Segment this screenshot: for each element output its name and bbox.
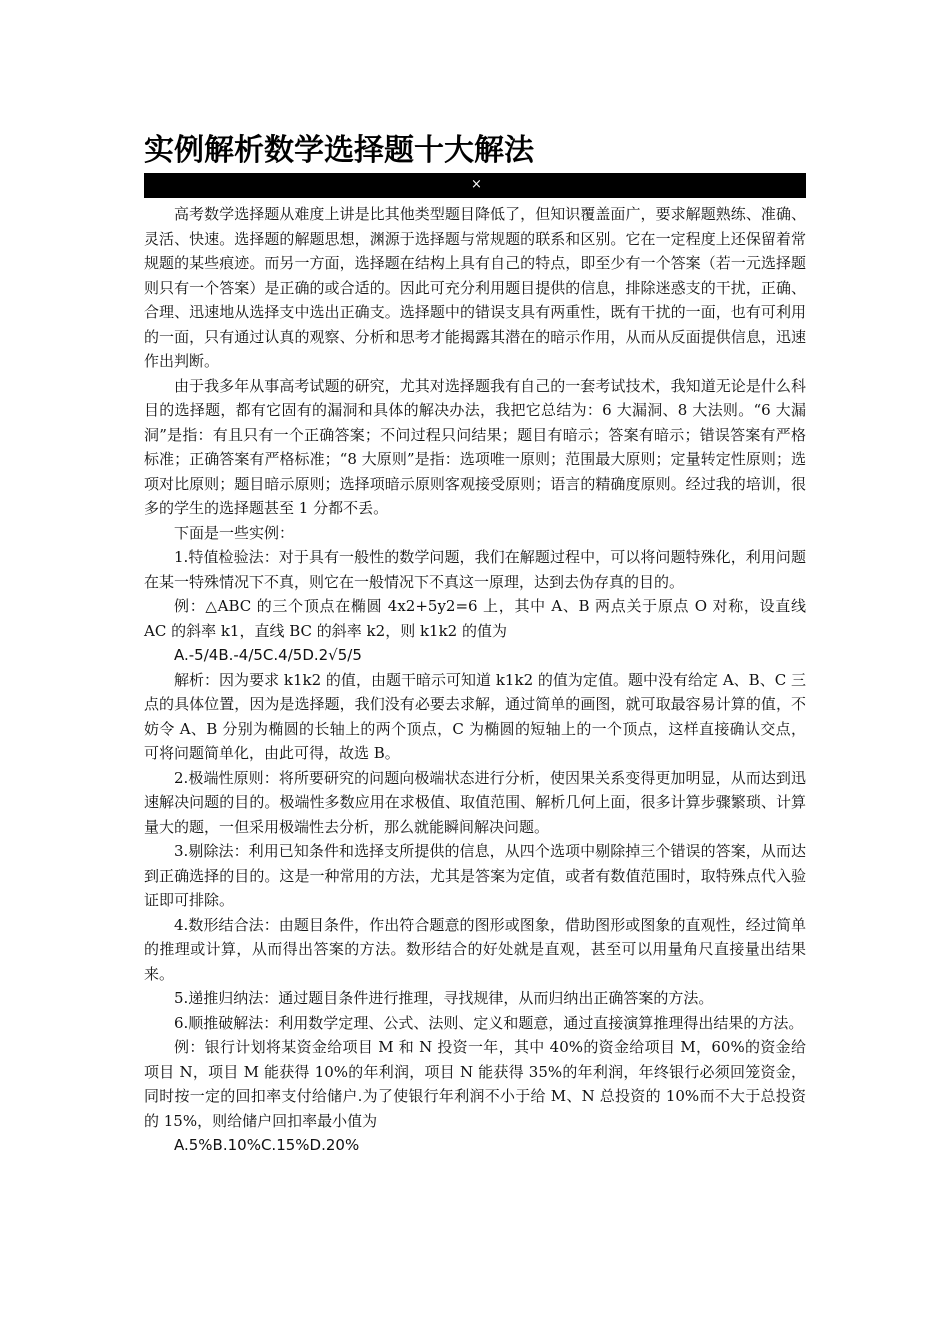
paragraph-method-4: 4.数形结合法：由题目条件，作出符合题意的图形或图象，借助图形或图象的直观性，经过简单的推理或计算，从而得出答案的方法。数形结合的好处就是直观，甚至可以用量角尺直接量出结果来。 [144,915,806,983]
paragraph-background: 由于我多年从事高考试题的研究，尤其对选择题我有自己的一套考试技术，我知道无论是什么科目的选择题，都有它固有的漏洞和具体的解决办法，我把它总结为：6 大漏洞、8 大法则。“6 大漏洞”是指：有且只有一个正确答案；不问过程只问结果；题目有暗示；答案有暗示；错误答案有严格标准；正确答案有严格标准；“8 大原则”是指：选项唯一原则；范围最大原则；定量转定性原则；选项对比原则；题目暗示原则；选择项暗示原则客观接受原则；语言的精确度原则。经过我的培训，很多的学生的选择题甚至 1 分都不丢。 [144,376,806,517]
paragraph-analysis-1: 解析：因为要求 k1k2 的值，由题干暗示可知道 k1k2 的值为定值。题中没有给定 A、B、C 三点的具体位置，因为是选择题，我们没有必要去求解，通过简单的画图，就可取最容易计算的值，不妨令 A、B 分别为椭圆的长轴上的两个顶点，C 为椭圆的短轴上的一个顶点，这样直接确认交点，可将问题简单化，由此可得，故选 B。 [144,670,806,762]
article-body [144,202,806,1158]
paragraph-example-1: 例：△ABC 的三个顶点在椭圆 4x2+5y2=6 上，其中 A、B 两点关于原点 O 对称，设直线 AC 的斜率 k1，直线 BC 的斜率 k2，则 k1k2 的值为 [144,597,806,640]
paragraph-method-6: 6.顺推破解法：利用数学定理、公式、法则、定义和题意，通过直接演算推理得出结果的方法。 [174,1013,804,1032]
close-icon[interactable]: × [471,177,482,192]
document-page [144,132,806,1158]
paragraph-examples-heading: 下面是一些实例： [174,523,295,542]
document-title: 实例解析数学选择题十大解法 [144,133,534,168]
paragraph-method-1: 1.特值检验法：对于具有一般性的数学问题，我们在解题过程中，可以将问题特殊化，利用问题在某一特殊情况下不真，则它在一般情况下不真这一原理，达到去伪存真的目的。 [144,548,806,591]
paragraph-method-3: 3.剔除法：利用已知条件和选择支所提供的信息，从四个选项中剔除掉三个错误的答案，从而达到正确选择的目的。这是一种常用的方法，尤其是答案为定值，或者有数值范围时，取特殊点代入验证即可排除。 [144,842,806,909]
paragraph-example-2: 例：银行计划将某资金给项目 M 和 N 投资一年，其中 40%的资金给项目 M，60%的资金给项目 N，项目 M 能获得 10%的年利润，项目 N 能获得 35%的年利润，年终银行必须回笼资金，同时按一定的回扣率支付给储户.为了使银行年利润不小于给 M、N 总投资的 10%而不大于总投资的 15%，则给储户回扣率最小值为 [144,1038,806,1130]
paragraph-intro: 高考数学选择题从难度上讲是比其他类型题目降低了，但知识覆盖面广，要求解题熟练、准确、灵活、快速。选择题的解题思想，渊源于选择题与常规题的联系和区别。它在一定程度上还保留着常规题的某些痕迹。而另一方面，选择题在结构上具有自己的特点，即至少有一个答案（若一元选择题则只有一个答案）是正确的或合适的。因此可充分利用题目提供的信息，排除迷惑支的干扰，正确、合理、迅速地从选择支中选出正确支。选择题中的错误支具有两重性，既有干扰的一面，也有可利用的一面，只有通过认真的观察、分析和思考才能揭露其潜在的暗示作用，从而从反面提供信息，迅速作出判断。 [144,205,806,370]
paragraph-method-2: 2.极端性原则：将所要研究的问题向极端状态进行分析，使因果关系变得更加明显，从而达到迅速解决问题的目的。极端性多数应用在求极值、取值范围、解析几何上面，很多计算步骤繁琐、计算量大的题，一但采用极端性去分析，那么就能瞬间解决问题。 [144,768,806,836]
paragraph-method-5: 5.递推归纳法：通过题目条件进行推理，寻找规律，从而归纳出正确答案的方法。 [174,989,714,1007]
paragraph-options-2: A.5%B.10%C.15%D.20% [174,1136,360,1154]
paragraph-options-1: A.-5/4B.-4/5C.4/5D.2√5/5 [174,646,362,664]
header-bar [144,173,806,198]
